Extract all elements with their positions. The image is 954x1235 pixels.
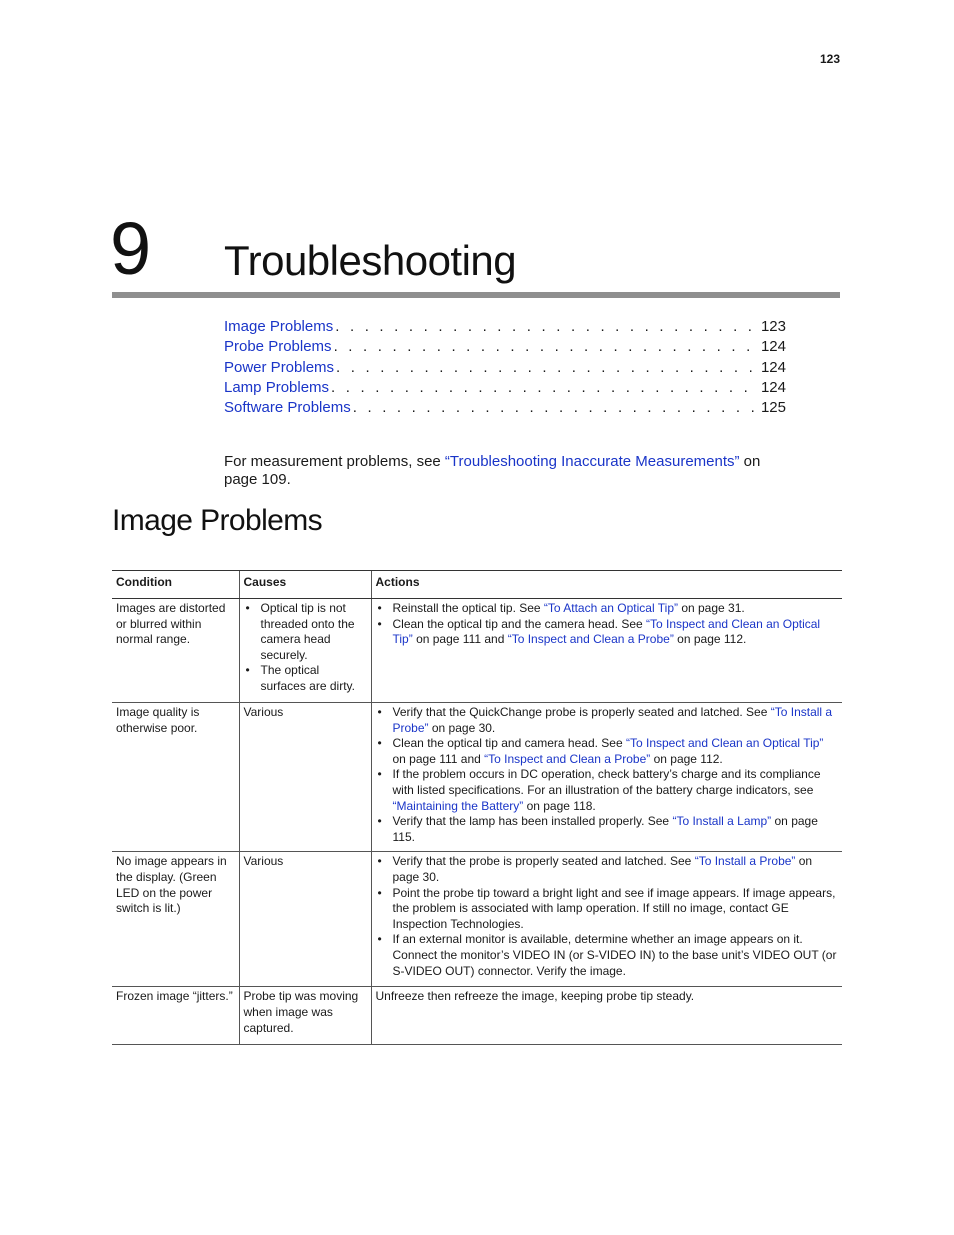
action-text: Reinstall the optical tip. See [392, 601, 544, 615]
condition-cell: Image quality is otherwise poor. [112, 703, 239, 852]
causes-cell: Various [239, 852, 371, 987]
condition-cell: No image appears in the display. (Green LED on the power switch is lit.) [112, 852, 239, 987]
action-text: Clean the optical tip and camera head. See [392, 736, 626, 751]
toc-leader [334, 338, 759, 355]
action-text: If the problem occurs in DC operation, check battery’s charge and its compliance with listed specifications. For an illustration of the battery charge indicators, see [392, 767, 821, 797]
action-item: • If an external monitor is available, determine whether an image appears on it. Connect the monitor’s VIDEO IN (or S-VIDEO IN) to the base unit’s VIDEO OUT (or S-VIDEO OUT) connector. Verify the image. [376, 932, 839, 979]
actions-cell [371, 599, 842, 703]
toc-page: 124 [760, 378, 786, 396]
actions-list [376, 854, 839, 979]
toc-leader [353, 399, 759, 416]
toc-page: 124 [760, 358, 786, 376]
action-text: Verify that the probe is properly seated and latched. See [392, 854, 695, 869]
table-row [112, 852, 842, 987]
toc-link[interactable]: Image Problems [224, 318, 334, 335]
condition-cell: Frozen image “jitters.” [112, 987, 239, 1045]
action-text: Verify that the lamp has been installed properly. See [392, 814, 673, 829]
action-link[interactable]: “Maintaining the Battery” [392, 798, 524, 813]
action-text: on page 112. [673, 632, 747, 647]
causes-cell: Probe tip was moving when image was captured. [239, 987, 371, 1045]
intro-text-end: on page 109. [224, 453, 761, 488]
table-header-row [112, 571, 842, 599]
actions-cell [371, 852, 842, 987]
toc-leader [331, 379, 759, 396]
action-link[interactable]: “To Inspect and Clean a Probe” [507, 632, 674, 647]
causes-list [244, 601, 367, 695]
section-title: Image Problems [112, 504, 323, 537]
action-item [376, 705, 839, 736]
action-link[interactable]: “To Inspect and Clean a Probe” [484, 751, 651, 766]
toc-page: 124 [760, 338, 786, 356]
action-text: on page 31. [677, 601, 745, 615]
action-text: Clean the optical tip and the camera head. See [392, 616, 646, 631]
chapter-rule [112, 292, 840, 298]
toc-link[interactable]: Probe Problems [224, 338, 332, 356]
causes-cell [239, 599, 371, 703]
toc-entry[interactable] [224, 399, 786, 419]
toc-entry[interactable] [224, 379, 786, 399]
action-item: • Point the probe tip toward a bright light and see if image appears. If image appears, the problem is associated with lamp operation. If still no image, contact GE Inspection Technologies. [376, 886, 839, 933]
column-header-condition: Condition [112, 571, 239, 599]
action-link[interactable]: “To Attach an Optical Tip” [543, 601, 678, 615]
column-header-actions: Actions [371, 571, 842, 599]
toc-entry[interactable] [224, 338, 786, 358]
action-link[interactable]: “To Inspect and Clean an Optical Tip” [392, 616, 821, 647]
toc-link[interactable]: Power Problems [224, 358, 335, 376]
chapter-number: 9 [110, 207, 152, 290]
action-link[interactable]: “To Install a Lamp” [672, 814, 772, 829]
toc-entry[interactable] [224, 359, 786, 379]
measurement-link[interactable]: “Troubleshooting Inaccurate Measurements” [444, 453, 740, 470]
action-link[interactable]: “To Inspect and Clean an Optical Tip” [625, 736, 824, 751]
action-text: on page 111 and [412, 632, 508, 647]
column-header-causes: Causes [239, 571, 371, 599]
actions-cell [371, 703, 842, 852]
actions-list [376, 705, 839, 845]
condition-cell: Images are distorted or blurred within normal range. [112, 599, 239, 703]
intro-text: For measurement problems, see [224, 453, 445, 470]
table-row [112, 599, 842, 703]
toc-entry[interactable] [224, 318, 786, 338]
chapter-title: Troubleshooting [224, 237, 517, 284]
intro-paragraph [224, 453, 794, 489]
table-row [112, 987, 842, 1045]
toc-link[interactable]: Software Problems [224, 399, 351, 417]
toc-link[interactable]: Lamp Problems [224, 378, 330, 396]
action-item [376, 736, 839, 767]
chapter-toc [224, 318, 786, 419]
table-row [112, 703, 842, 852]
action-text: on page 118. [523, 798, 596, 813]
toc-page: 125 [760, 399, 786, 417]
toc-page: 123 [760, 318, 786, 335]
action-item [376, 767, 839, 814]
action-text: on page 115. [392, 814, 818, 844]
action-item [376, 814, 839, 845]
action-text: on page 30. [392, 854, 813, 884]
action-text: Verify that the QuickChange probe is properly seated and latched. See [392, 705, 771, 719]
action-text: on page 30. [428, 720, 496, 735]
troubleshooting-table [112, 570, 842, 1045]
cause-item: • The optical surfaces are dirty. [244, 663, 367, 694]
page-number: 123 [819, 52, 840, 66]
causes-cell: Various [239, 703, 371, 852]
action-link[interactable]: “To Install a Probe” [392, 705, 833, 735]
actions-cell: Unfreeze then refreeze the image, keeping probe tip steady. [371, 987, 842, 1045]
cause-item: • Optical tip is not threaded onto the camera head securely. [244, 601, 367, 663]
toc-leader [335, 318, 759, 335]
action-text: on page 112. [650, 751, 723, 766]
action-item [376, 617, 839, 648]
action-link[interactable]: “To Install a Probe” [694, 854, 796, 869]
action-item [376, 854, 839, 885]
actions-list [376, 601, 839, 648]
action-item [376, 601, 839, 617]
action-text: on page 111 and [392, 751, 485, 766]
toc-leader [336, 359, 759, 376]
